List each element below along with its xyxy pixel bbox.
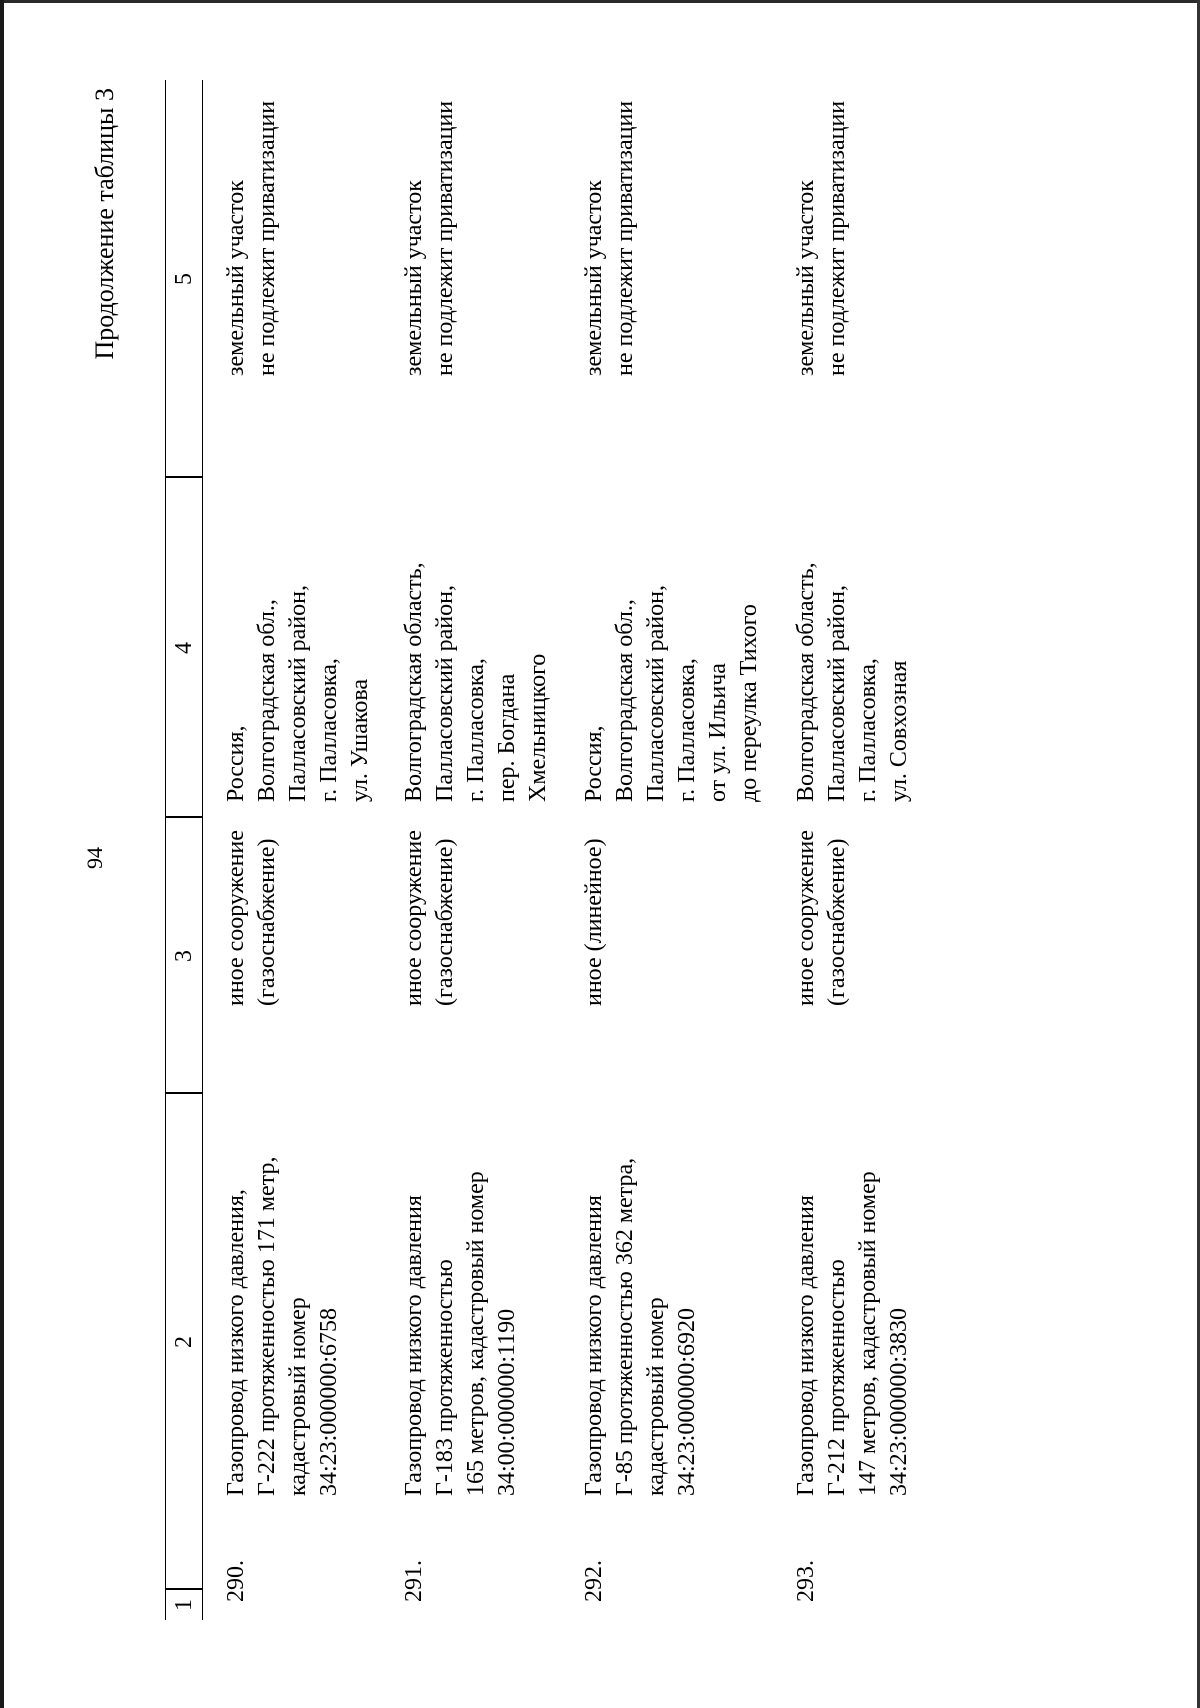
object-name-line: Г-212 протяженностью [824, 1259, 850, 1496]
table-caption: Продолжение таблицы 3 [90, 88, 119, 360]
object-type-line: иное сооружение [401, 830, 427, 1006]
object-type-line: иное (линейное) [581, 838, 607, 1006]
object-note-line: земельный участок [581, 180, 607, 376]
object-address-line: от ул. Ильича [705, 663, 731, 802]
object-name-line: Газопровод низкого давления, [223, 1189, 249, 1496]
object-name-line: 34:23:000000:3830 [886, 1307, 912, 1496]
object-name-line: Г-183 протяженностью [432, 1259, 458, 1496]
object-name [399, 1056, 523, 1496]
object-note-line: земельный участок [401, 180, 427, 376]
object-address [791, 442, 915, 802]
object-note-line: не подлежит приватизации [612, 100, 638, 376]
object-address-line: Волгоградская обл., [612, 599, 638, 802]
object-note-line: земельный участок [793, 180, 819, 376]
table-row [791, 80, 941, 1620]
object-address-line: Волгоградская область, [793, 562, 819, 802]
object-address-line: пер. Богдана [494, 673, 520, 802]
object-address-line: Волгоградская обл., [254, 599, 280, 802]
object-address-line: ул. Совхозная [886, 660, 912, 802]
row-number-line: 293. [793, 1560, 819, 1602]
table-header-row [165, 80, 203, 1620]
row-number-line: 292. [581, 1560, 607, 1602]
object-name-line: Газопровод низкого давления [581, 1195, 607, 1496]
object-type-line: иное сооружение [223, 830, 249, 1006]
table-row [399, 80, 574, 1620]
object-name-line: Газопровод низкого давления [401, 1195, 427, 1496]
object-address-line: Россия, [581, 725, 607, 802]
page-number: 94 [82, 847, 107, 869]
object-address [579, 442, 765, 802]
object-name-line: 34:23:000000:6920 [674, 1307, 700, 1496]
object-address [221, 442, 376, 802]
object-name [221, 1056, 345, 1496]
object-note-line: не подлежит приватизации [254, 100, 280, 376]
object-name-line: Г-85 протяженностью 362 метра, [612, 1157, 638, 1496]
row-number-line: 290. [223, 1560, 249, 1602]
object-name-line: 147 метров, кадастровый номер [855, 1171, 881, 1496]
header-col-2: 2 [171, 1336, 197, 1348]
row-number [221, 1522, 252, 1602]
header-col-5: 5 [171, 273, 197, 285]
object-note-line: земельный участок [223, 180, 249, 376]
object-name [579, 1056, 703, 1496]
object-note [221, 76, 283, 376]
object-note-line: не подлежит приватизации [824, 100, 850, 376]
object-address-line: Палласовский район, [824, 585, 850, 802]
header-col-4: 4 [171, 642, 197, 654]
object-type-line: иное сооружение [793, 830, 819, 1006]
row-number [399, 1522, 430, 1602]
row-number [579, 1522, 610, 1602]
object-note [579, 76, 641, 376]
object-name-line: кадастровый номер [285, 1297, 311, 1496]
table-row [221, 80, 396, 1620]
object-type-line: (газоснабжение) [432, 838, 458, 1006]
row-number [791, 1522, 822, 1602]
header-col-3: 3 [171, 950, 197, 962]
object-type-line: (газоснабжение) [824, 838, 850, 1006]
object-name-line: 34:23:000000:6758 [316, 1307, 342, 1496]
object-name-line: Газопровод низкого давления [793, 1195, 819, 1496]
object-name-line: Г-222 протяженностью 171 метр, [254, 1156, 280, 1496]
object-type-line: (газоснабжение) [254, 838, 280, 1006]
object-address-line: Волгоградская область, [401, 562, 427, 802]
property-table [165, 80, 912, 1620]
object-name [791, 1056, 915, 1496]
object-address-line: г. Палласовка, [855, 658, 881, 802]
object-address-line: г. Палласовка, [463, 658, 489, 802]
table-row [579, 80, 784, 1620]
header-col-1: 1 [171, 1599, 197, 1611]
object-note-line: не подлежит приватизации [432, 100, 458, 376]
object-address-line: Палласовский район, [432, 585, 458, 802]
object-note [399, 76, 461, 376]
object-address-line: Палласовский район, [285, 585, 311, 802]
object-address-line: Россия, [223, 725, 249, 802]
row-number-line: 291. [401, 1560, 427, 1602]
object-address-line: Хмельницкого [525, 653, 551, 802]
object-address-line: г. Палласовка, [316, 658, 342, 802]
object-address-line: Палласовский район, [643, 585, 669, 802]
object-address-line: г. Палласовка, [674, 658, 700, 802]
object-name-line: 165 метров, кадастровый номер [463, 1171, 489, 1496]
object-note [791, 76, 853, 376]
object-name-line: 34:00:000000:1190 [494, 1308, 520, 1496]
object-name-line: кадастровый номер [643, 1297, 669, 1496]
object-address-line: ул. Ушакова [347, 678, 373, 802]
object-address [399, 442, 554, 802]
object-address-line: до переулка Тихого [736, 604, 762, 802]
